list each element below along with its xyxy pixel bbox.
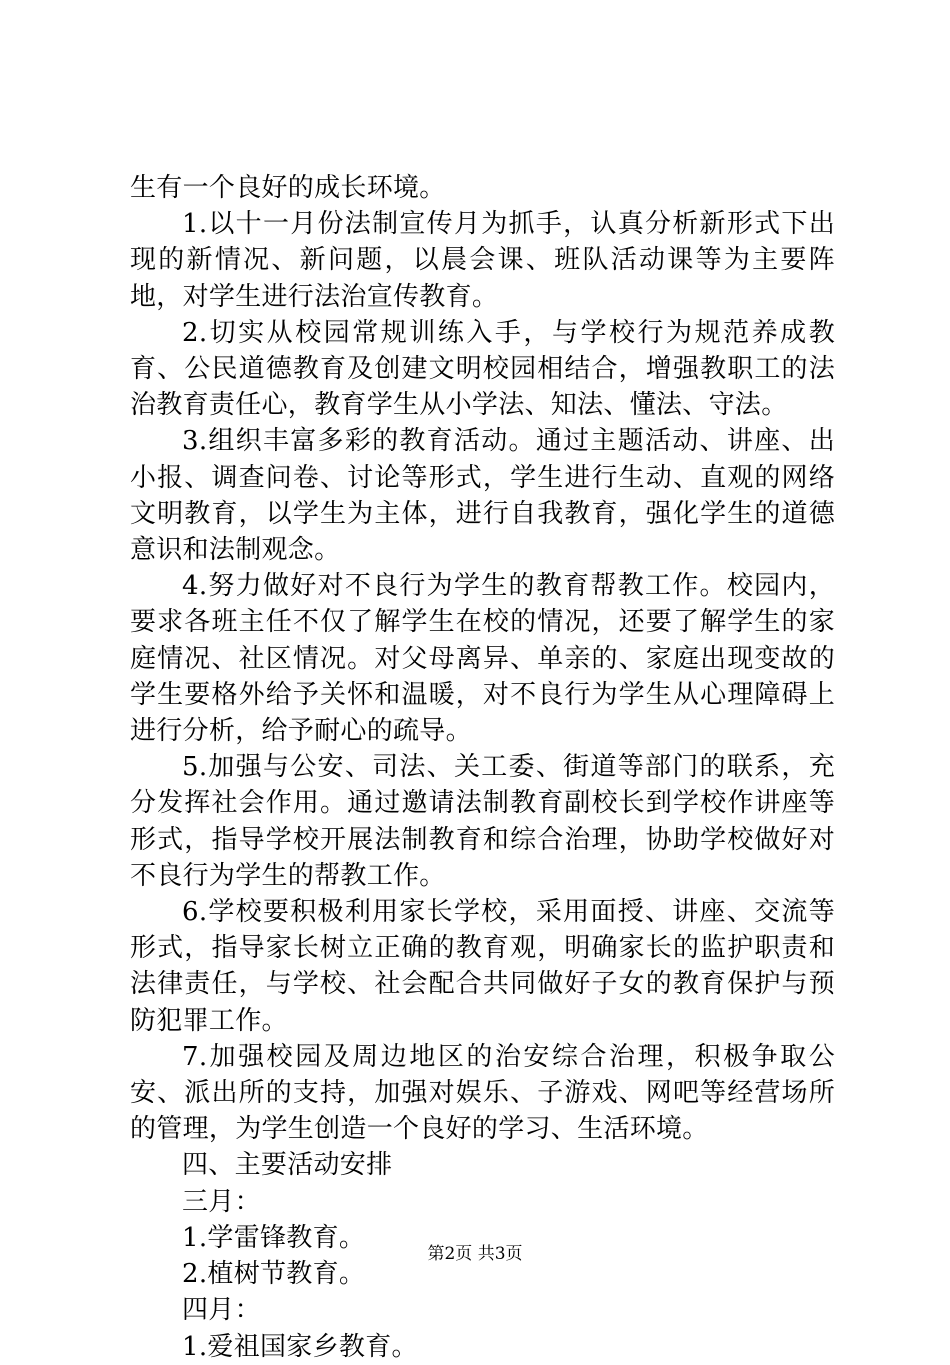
paragraph-item-5: 5.加强与公安、司法、关工委、街道等部门的联系，充分发挥社会作用。通过邀请法制教育副校长到学校作讲座等形式，指导学校开展法制教育和综合治理，协助学校做好对不良行为学生的帮教工作。 xyxy=(130,752,835,891)
page-footer: 第2页 共3页 xyxy=(427,1244,523,1264)
paragraph-item-3: 3.组织丰富多彩的教育活动。通过主题活动、讲座、出小报、调查问卷、讨论等形式，学生进行生动、直观的网络文明教育，以学生为主体，进行自我教育，强化学生的道德意识和法制观念。 xyxy=(130,426,835,566)
march-item-2: 2.植树节教育。 xyxy=(182,1259,366,1290)
paragraph-item-2: 2.切实从校园常规训练入手，与学校行为规范养成教育、公民道德教育及创建文明校园相结合，增强教职工的法治教育责任心，教育学生从小学法、知法、懂法、守法。 xyxy=(130,317,835,421)
document-body xyxy=(130,170,835,1365)
paragraph-continuation: 生有一个良好的成长环境。 xyxy=(130,173,446,203)
march-item-1: 1.学雷锋教育。 xyxy=(182,1222,366,1253)
paragraph-item-7: 7.加强校园及周边地区的治安综合治理，积极争取公安、派出所的支持，加强对娱乐、子游戏、网吧等经营场所的管理，为学生创造一个良好的学习、生活环境。 xyxy=(130,1041,835,1145)
month-heading-april: 四月： xyxy=(182,1295,261,1326)
paragraph-item-6: 6.学校要积极利用家长学校，采用面授、讲座、交流等形式，指导家长树立正确的教育观，明确家长的监护职责和法律责任，与学校、社会配合共同做好子女的教育保护与预防犯罪工作。 xyxy=(130,897,835,1036)
month-heading-march: 三月： xyxy=(182,1186,261,1217)
paragraph-item-1: 1.以十一月份法制宣传月为抓手，认真分析新形式下出现的新情况、新问题，以晨会课、班队活动课等为主要阵地，对学生进行法治宣传教育。 xyxy=(130,209,835,312)
april-item-1: 1.爱祖国家乡教育。 xyxy=(182,1331,418,1362)
section-heading: 四、主要活动安排 xyxy=(182,1150,393,1181)
paragraph-item-4: 4.努力做好对不良行为学生的教育帮教工作。校园内，要求各班主任不仅了解学生在校的情况，还要了解学生的家庭情况、社区情况。对父母离异、单亲的、家庭出现变故的学生要格外给予关怀和温暖，对不良行为学生从心理障碍上进行分析，给予耐心的疏导。 xyxy=(130,571,835,747)
